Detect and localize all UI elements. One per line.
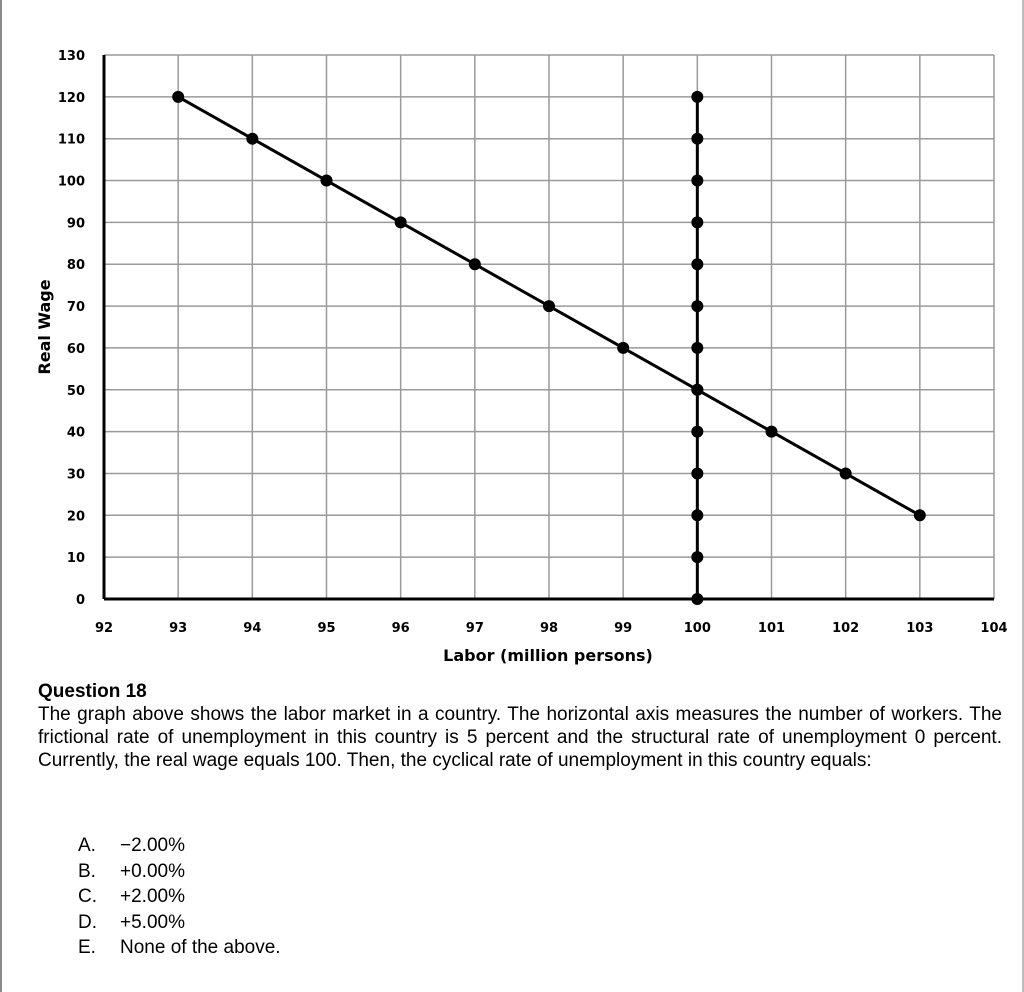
- question-text: The graph above shows the labor market in a country. The horizontal axis measures the number of workers. The frictional rate of unemployment in this country is 5 percent and the structural rate of unemployment 0 percent. Currently, the real wage equals 100. Then, the cyclical rate of unemployment in this country equals:: [38, 704, 1002, 771]
- data-point-series-1: [766, 426, 778, 438]
- data-point-series-2: [691, 467, 703, 479]
- x-tick-label: 103: [906, 621, 934, 636]
- data-point-series-1: [172, 91, 184, 103]
- x-tick-label: 96: [391, 621, 410, 636]
- data-point-series-1: [395, 216, 407, 228]
- y-tick-label: 0: [75, 593, 85, 608]
- data-point-series-2: [691, 593, 703, 605]
- option-letter: D.: [78, 911, 97, 933]
- grid: [104, 55, 994, 599]
- data-point-series-2: [691, 426, 703, 438]
- x-axis-label: Labor (million persons): [443, 646, 653, 665]
- data-point-series-2: [691, 384, 703, 396]
- x-tick-label: 100: [683, 621, 711, 636]
- data-point-series-1: [840, 467, 852, 479]
- x-tick-label: 97: [465, 621, 484, 636]
- x-tick-label: 92: [94, 621, 114, 636]
- option-b[interactable]: [78, 859, 281, 885]
- y-tick-label: 20: [66, 509, 85, 525]
- data-point-series-2: [691, 509, 703, 521]
- data-point-series-1: [543, 300, 555, 312]
- option-letter: E.: [78, 937, 96, 958]
- data-point-series-2: [691, 91, 703, 103]
- y-tick-label: 70: [66, 300, 85, 316]
- option-c[interactable]: [78, 884, 281, 910]
- x-tick-label: 104: [980, 621, 1008, 636]
- x-tick-label: 93: [169, 621, 188, 636]
- option-text: +5.00%: [120, 911, 185, 933]
- data-point-series-2: [691, 300, 703, 312]
- question-block: [38, 680, 1002, 772]
- data-point-series-1: [246, 133, 258, 145]
- y-axis-label: Real Wage: [35, 279, 54, 375]
- x-tick-label: 94: [243, 621, 262, 636]
- data-point-series-2: [691, 258, 703, 270]
- option-text: −2.00%: [120, 835, 185, 856]
- y-tick-label: 110: [57, 132, 85, 148]
- y-tick-label: 130: [57, 49, 85, 64]
- answer-options: [78, 833, 281, 961]
- data-point-series-1: [469, 258, 481, 270]
- data-point-series-1: [321, 175, 333, 187]
- option-e[interactable]: [78, 935, 281, 961]
- option-d[interactable]: [78, 910, 281, 936]
- y-tick-label: 100: [57, 174, 85, 190]
- tick-labels: [58, 49, 1008, 636]
- y-tick-label: 40: [66, 425, 85, 441]
- data-point-series-2: [691, 551, 703, 563]
- option-letter: C.: [78, 886, 97, 907]
- data-point-series-1: [914, 509, 926, 521]
- option-text: +0.00%: [120, 860, 185, 882]
- x-tick-label: 95: [317, 621, 336, 636]
- option-letter: B.: [78, 860, 96, 882]
- option-text: None of the above.: [120, 937, 281, 958]
- data-point-series-2: [691, 175, 703, 187]
- y-tick-label: 90: [66, 216, 85, 232]
- question-title: Question 18: [38, 681, 147, 702]
- y-tick-label: 120: [57, 90, 85, 106]
- y-tick-label: 80: [66, 258, 85, 274]
- y-tick-label: 30: [66, 467, 85, 483]
- x-tick-label: 101: [757, 621, 786, 636]
- data-point-series-2: [691, 133, 703, 145]
- x-tick-label: 102: [832, 621, 860, 636]
- option-text: +2.00%: [120, 886, 185, 907]
- option-a[interactable]: [78, 833, 281, 859]
- data-point-series-2: [691, 342, 703, 354]
- y-tick-label: 10: [66, 551, 85, 567]
- data-point-series-2: [691, 216, 703, 228]
- y-tick-label: 60: [66, 341, 85, 357]
- x-tick-label: 99: [614, 621, 633, 636]
- y-tick-label: 50: [66, 383, 85, 399]
- data-point-series-1: [617, 342, 629, 354]
- x-tick-label: 98: [539, 621, 559, 636]
- option-letter: A.: [78, 835, 96, 856]
